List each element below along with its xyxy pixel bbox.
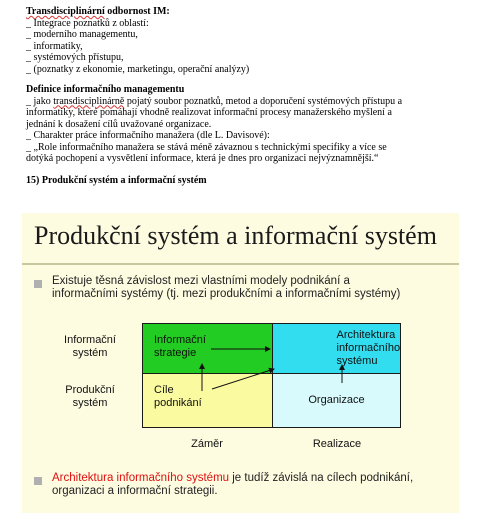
slide-bullet-1: Existuje těsná závislost mezi vlastními modely podnikání a informačními systémy (tj. mezi produkčními a informačními systémy) (52, 275, 401, 300)
row-label-production-system: Produkční systém (65, 384, 115, 409)
embedded-slide (22, 213, 459, 513)
col-label-intent: Záměr (191, 438, 223, 450)
list-item: _ informatiky, (26, 40, 83, 52)
heading-definition: Definice informačního managementu (26, 84, 185, 95)
section-title: 15) Produkční systém a informační systém (26, 174, 207, 186)
bullet-square-icon (34, 477, 42, 485)
heading-transdisciplinary: Transdisciplinární odbornost IM: (26, 6, 170, 17)
list-item: _ (poznatky z ekonomie, marketingu, operační analýzy) (26, 63, 250, 75)
spell-underlined-word: Transdisciplinární (26, 6, 105, 17)
list-item: _ moderního managementu, (26, 29, 138, 40)
list-item: _ systémových přístupu, (26, 52, 124, 63)
slide-title: Produkční systém a informační systém (34, 221, 437, 250)
cell-information-strategy: Informační strategie (142, 323, 273, 374)
cell-is-architecture: Architektura informačního systému (272, 323, 401, 374)
slide-bullet-2: Architektura informačního systému je tudíž závislá na cílech podnikání, organizaci a informační strategii. (52, 472, 414, 497)
arrow-goals-to-architecture (212, 369, 274, 389)
quote-line: _ „Role informačního manažera se stává méně závaznou s technickými specifiky a více se (26, 141, 387, 153)
definition-line: jednání k dosažení cílů uvažované organizace. (26, 118, 212, 130)
document-text (26, 6, 466, 186)
cell-business-goals: Cíle podnikání (142, 373, 273, 428)
dependency-arrows (22, 213, 459, 513)
definition-line: _ jako transdisciplinárně pojatý soubor poznatků, metod a doporučení systémových přístupu a (26, 95, 403, 107)
definition-line: informatiky, které pomáhají vhodně realizovat informační procesy manažerského myšlení a (26, 107, 392, 118)
quote-line: dotýká pochopení a vysvětlení informace, která je dnes pro organizaci nejvýznamnější.“ (26, 153, 379, 164)
character-line: _ Charakter práce informačního manažera (dle L. Davisové): (26, 130, 270, 141)
col-label-realization: Realizace (312, 438, 362, 450)
cell-organization: Organizace (272, 373, 401, 428)
row-label-information-system: Informační systém (64, 334, 116, 359)
list-intro: _ Integrace poznatků z oblastí: (26, 17, 149, 29)
spell-underlined-word: transdisciplinárně (53, 95, 125, 107)
